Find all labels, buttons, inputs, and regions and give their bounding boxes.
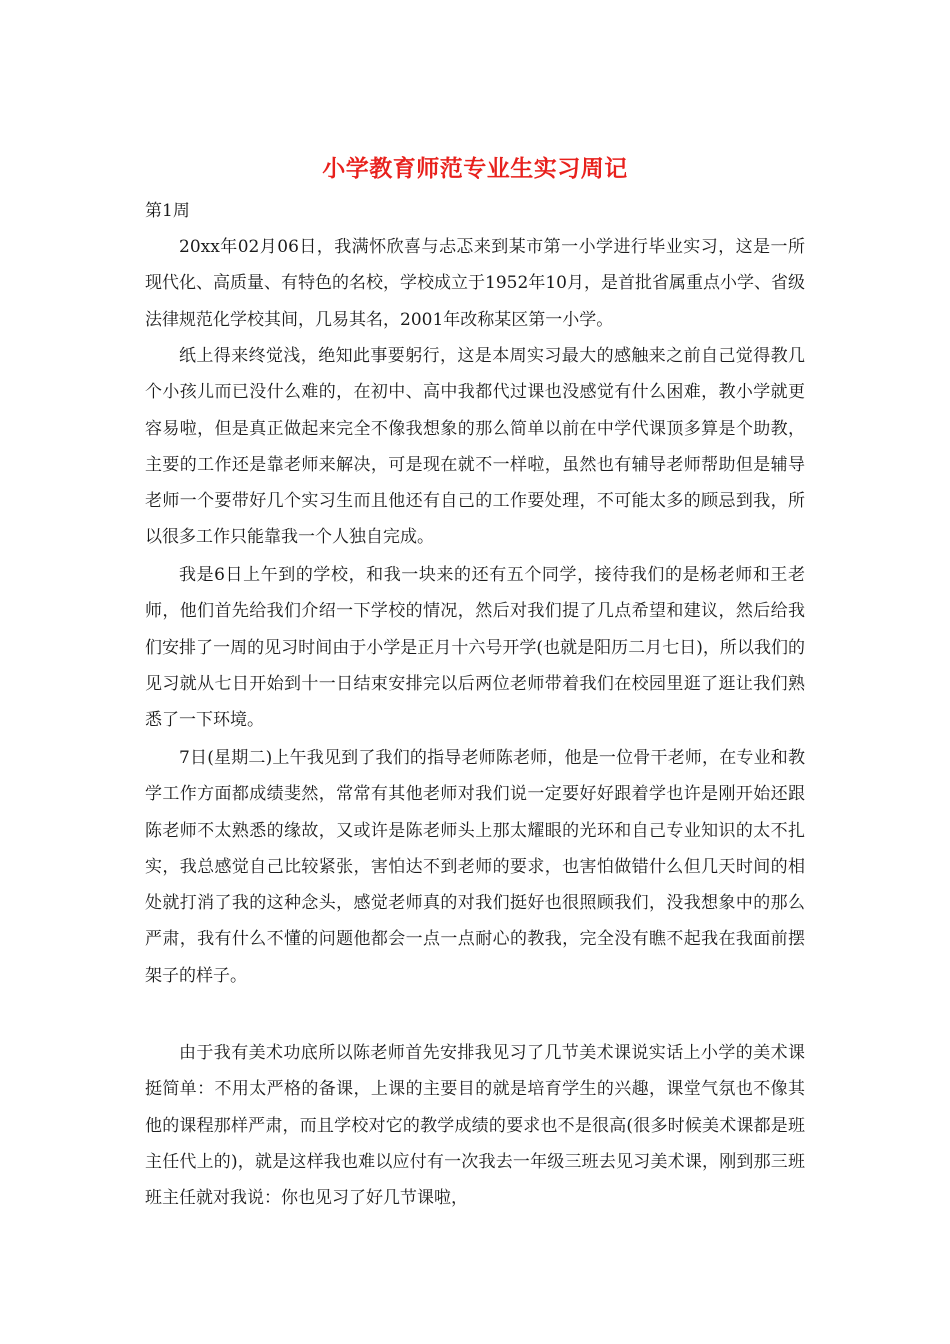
paragraph-2: 纸上得来终觉浅，绝知此事要躬行，这是本周实习最大的感触来之前自己觉得教几个小孩儿而已没什么难的，在初中、高中我都代过课也没感觉有什么困难，教小学就更容易啦，但是真正做起来完全不像我想象的那么简单以前在中学代课顶多算是个助教，主要的工作还是靠老师来解决，可是现在就不一样啦，虽然也有辅导老师帮助但是辅导老师一个要带好几个实习生而且他还有自己的工作要处理，不可能太多的顾忌到我，所以很多工作只能靠我一个人独自完成。 — [145, 346, 805, 548]
paragraph-4: 7日(星期二)上午我见到了我们的指导老师陈老师，他是一位骨干老师，在专业和教学工作方面都成绩斐然，常常有其他老师对我们说一定要好好跟着学也许是刚开始还跟陈老师不太熟悉的缘故，又或许是陈老师头上那太耀眼的光环和自己专业知识的太不扎实，我总感觉自己比较紧张，害怕达不到老师的要求，也害怕做错什么但几天时间的相处就打消了我的这种念头，感觉老师真的对我们挺好也很照顾我们，没我想象中的那么严肃，我有什么不懂的问题他都会一点一点耐心的教我，完全没有瞧不起我在我面前摆架子的样子。 — [145, 748, 805, 986]
paragraph-1: 20xx年02月06日，我满怀欣喜与忐忑来到某市第一小学进行毕业实习，这是一所现代化、高质量、有特色的名校，学校成立于1952年10月，是首批省属重点小学、省级法律规范化学校其间，几易其名，2001年改称某区第一小学。 — [145, 237, 805, 330]
paragraph-3: 我是6日上午到的学校，和我一块来的还有五个同学，接待我们的是杨老师和王老师，他们首先给我们介绍一下学校的情况，然后对我们提了几点希望和建议，然后给我们安排了一周的见习时间由于小学是正月十六号开学(也就是阳历二月七日)，所以我们的见习就从七日开始到十一日结束安排完以后两位老师带着我们在校园里逛了逛让我们熟悉了一下环境。 — [145, 565, 805, 731]
week-label: 第1周 — [145, 201, 190, 221]
paragraph-5: 由于我有美术功底所以陈老师首先安排我见习了几节美术课说实话上小学的美术课挺简单：不用太严格的备课，上课的主要目的就是培育学生的兴趣，课堂气氛也不像其他的课程那样严肃，而且学校对它的教学成绩的要求也不是很高(很多时候美术课都是班主任代上的)，就是这样我也难以应付有一次我去一年级三班去见习美术课，刚到那三班班主任就对我说：你也见习了好几节课啦， — [145, 1043, 805, 1209]
document-title: 小学教育师范专业生实习周记 — [322, 156, 628, 182]
